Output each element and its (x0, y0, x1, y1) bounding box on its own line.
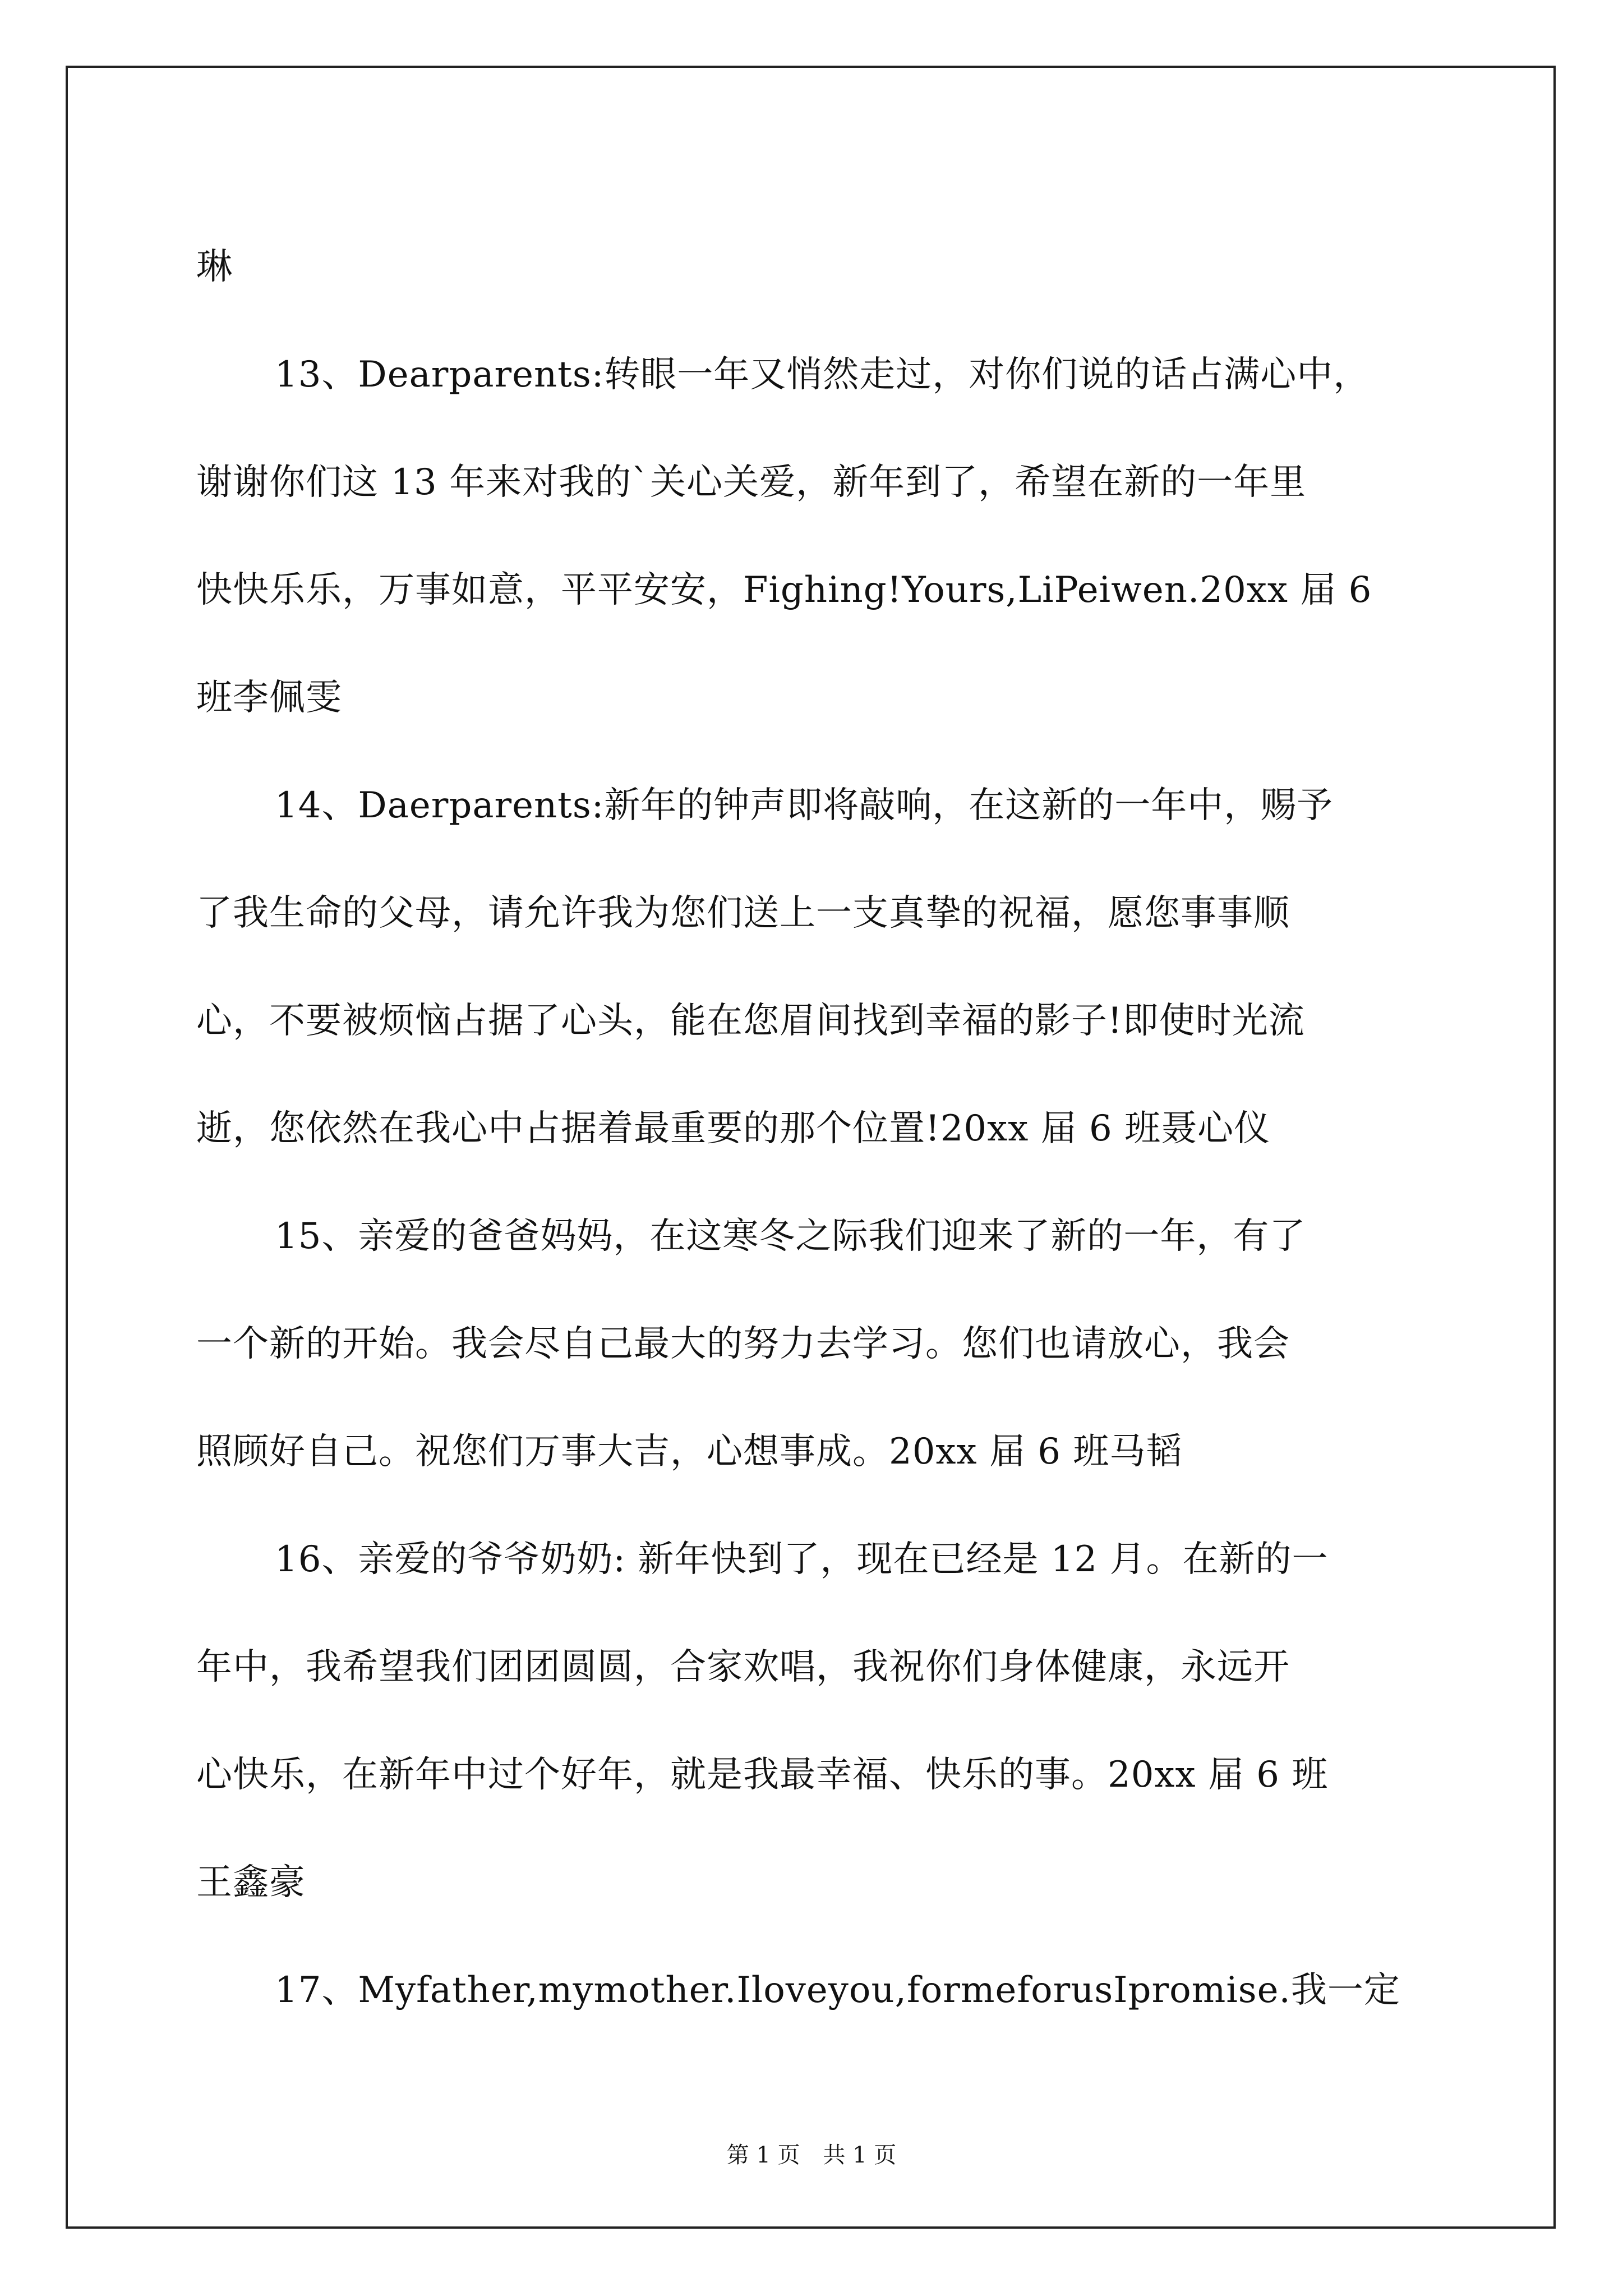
text-line: 16、亲爱的爷爷奶奶: 新年快到了，现在已经是 12 月。在新的一 (275, 1539, 1329, 1580)
text-line: 照顾好自己。祝您们万事大吉，心想事成。20xx 届 6 班马韬 (196, 1431, 1183, 1473)
text-line: 13、Dearparents:转眼一年又悄然走过，对你们说的话占满心中， (275, 354, 1370, 395)
text-line: 了我生命的父母，请允许我为您们送上一支真挚的祝福，愿您事事顺 (196, 892, 1290, 934)
text-line: 快快乐乐，万事如意，平平安安，Fighing!Yours,LiPeiwen.20xx 届 6 (196, 569, 1372, 611)
page-number-current: 第 1 页 (726, 2142, 800, 2168)
text-line: 心快乐，在新年中过个好年，就是我最幸福、快乐的事。20xx 届 6 班 (196, 1754, 1329, 1796)
text-line: 年中，我希望我们团团圆圆，合家欢唱，我祝你们身体健康，永远开 (196, 1646, 1290, 1688)
page-footer (0, 2137, 1623, 2169)
text-line: 王鑫豪 (196, 1862, 306, 1903)
page-number-total: 共 1 页 (823, 2142, 897, 2168)
text-line: 班李佩雯 (196, 677, 342, 719)
text-line: 15、亲爱的爸爸妈妈，在这寒冬之际我们迎来了新的一年，有了 (275, 1216, 1306, 1257)
text-line: 一个新的开始。我会尽自己最大的努力去学习。您们也请放心，我会 (196, 1323, 1290, 1365)
text-line: 17、Myfather,mymother.Iloveyou,formeforusIpromise.我一定 (275, 1970, 1400, 2011)
text-line: 心，不要被烦恼占据了心头，能在您眉间找到幸福的影子!即使时光流 (196, 1000, 1305, 1042)
text-line: 逝，您依然在我心中占据着最重要的那个位置!20xx 届 6 班聂心仪 (196, 1108, 1271, 1149)
text-line: 谢谢你们这 13 年来对我的`关心关爱，新年到了，希望在新的一年里 (196, 462, 1307, 503)
text-line: 琳 (196, 246, 233, 288)
text-line: 14、Daerparents:新年的钟声即将敲响，在这新的一年中，赐予 (275, 785, 1334, 826)
document-body (196, 213, 1430, 2044)
